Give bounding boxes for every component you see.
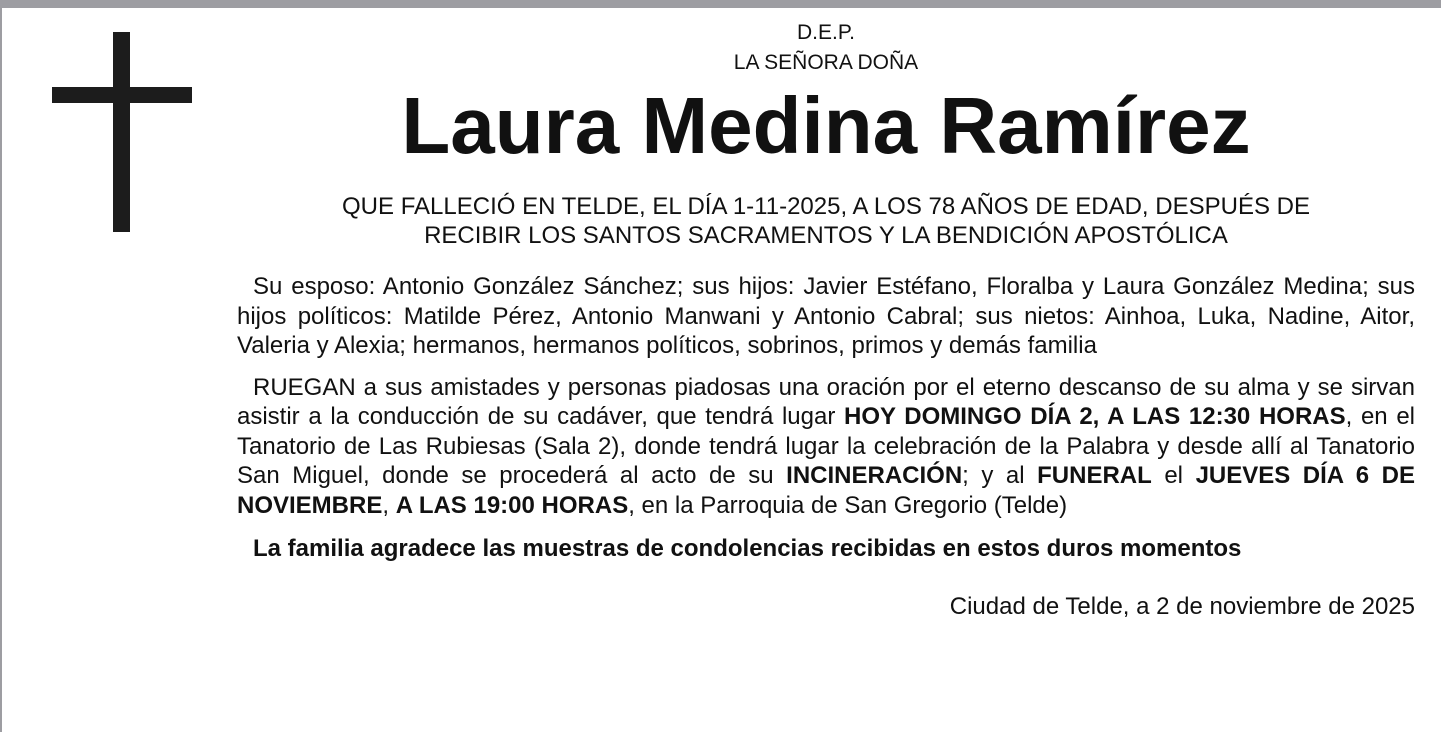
date-line: Ciudad de Telde, a 2 de noviembre de 2025 xyxy=(949,593,1415,620)
bold-segment: INCINERACIÓN xyxy=(786,462,963,489)
top-border xyxy=(0,0,1441,8)
announcement-line: RECIBIR LOS SANTOS SACRAMENTOS Y LA BENDICIÓN APOSTÓLICA xyxy=(424,222,1228,249)
request-paragraph xyxy=(237,373,1415,521)
text-segment: , en el Tanatorio de Las Rubiesas (Sala 2), donde tendrá lugar la celebración de la Palabra y desde allí al Tanatorio San Miguel, donde se procederá al acto de su xyxy=(237,403,1415,489)
bold-segment: JUEVES DÍA 6 DE NOVIEMBRE xyxy=(237,462,1416,519)
title-line: LA SEÑORA DOÑA xyxy=(733,51,919,74)
cross-vertical xyxy=(113,32,130,232)
thanks-line: La familia agradece las muestras de condolencias recibidas en estos duros momentos xyxy=(253,535,1242,562)
announcement-line: QUE FALLECIÓ EN TELDE, EL DÍA 1-11-2025, A LOS 78 AÑOS DE EDAD, DESPUÉS DE xyxy=(342,193,1310,220)
text-segment: RUEGAN a sus amistades y personas piadosas una oración por el eterno descanso de su alma y se sirvan asistir a la conducción de su cadáver, que tendrá lugar xyxy=(237,373,1415,430)
deceased-name: Laura Medina Ramírez xyxy=(401,81,1251,170)
text-segment: , en la Parroquia de San Gregorio (Telde) xyxy=(628,491,1068,519)
dep-label: D.E.P. xyxy=(797,21,855,44)
bold-segment: A LAS 19:00 HORAS xyxy=(395,491,629,519)
death-announcement xyxy=(237,192,1415,250)
text-segment: ; y al xyxy=(962,462,1038,489)
text-segment: el xyxy=(1151,462,1196,489)
text-segment: , xyxy=(382,491,396,519)
cross-horizontal xyxy=(52,87,192,103)
obituary-content xyxy=(237,18,1415,621)
bold-segment: HOY DOMINGO DÍA 2, A LAS 12:30 HORAS xyxy=(844,403,1346,430)
left-border xyxy=(0,0,2,732)
family-paragraph: Su esposo: Antonio González Sánchez; sus hijos: Javier Estéfano, Floralba y Laura González Medina; sus hijos políticos: Matilde Pérez, Antonio Manwani y Antonio Cabral; sus nietos: Ainhoa, Luka, Nadine, Aitor, Valeria y Alexia; hermanos, hermanos políticos, sobrinos, primos y demás familia xyxy=(237,273,1415,359)
bold-segment: FUNERAL xyxy=(1037,462,1152,489)
